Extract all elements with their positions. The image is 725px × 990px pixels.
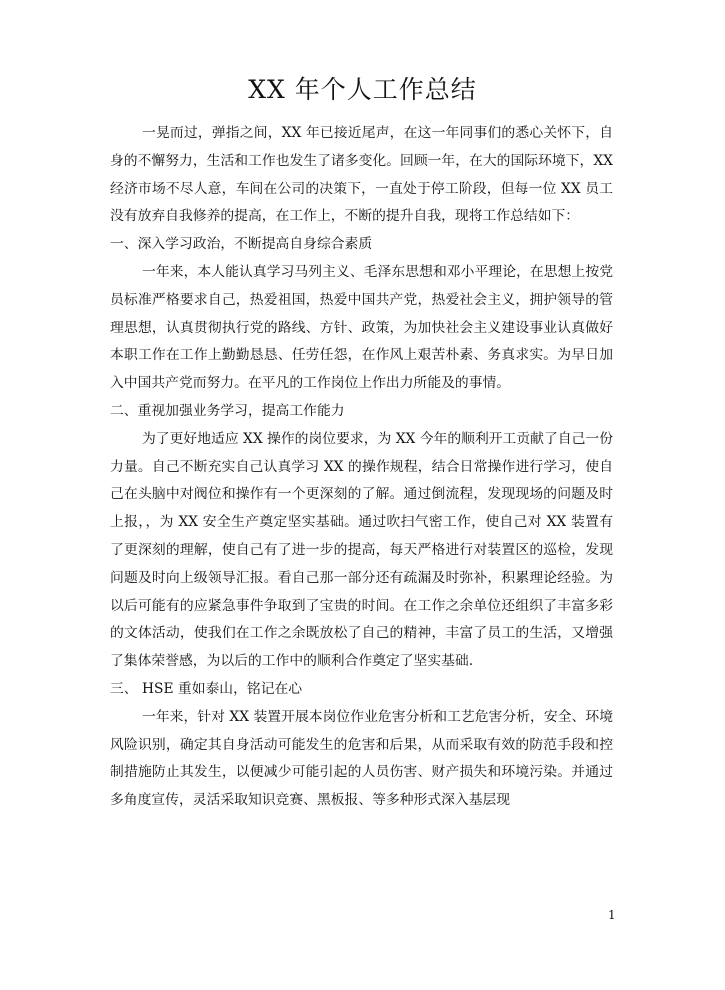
section-paragraph-3: 一年来，针对 XX 装置开展本岗位作业危害分析和工艺危害分析，安全、环境风险识别，确定其自身活动可能发生的危害和后果，从而采取有效的防范手段和控制措施防止其发生，以便减少可能引起的人员伤害、财产损失和环境污染。并通过多角度宣传，灵活采取知识竞赛、黑板报、等多种形式深入基层现 <box>110 708 613 809</box>
intro-paragraph: 一晃而过，弹指之间，XX 年已接近尾声，在这一年同事们的悉心关怀下，自身的不懈努力，生活和工作也发生了诸多变化。回顾一年，在大的国际环境下，XX 经济市场不尽人意，车间在公司的决策下，一直处于停工阶段，但每一位 XX 员工没有放弃自我修养的提高，在工作上，不断的提升自我，现将工作总结如下： <box>110 125 613 225</box>
section-paragraph-1: 一年来，本人能认真学习马列主义、毛泽东思想和邓小平理论，在思想上按党员标准严格要求自己，热爱祖国，热爱中国共产党，热爱社会主义，拥护领导的管理思想，认真贯彻执行党的路线、方针、政策，为加快社会主义建设事业认真做好本职工作在工作上勤勤恳恳、任劳任怨，在作风上艰苦朴素、务真求实。为早日加入中国共产党而努力。在平凡的工作岗位上作出力所能及的事情。 <box>110 263 613 392</box>
document-body <box>110 120 613 815</box>
document-title: XX 年个人工作总结 <box>248 75 477 104</box>
section-heading-3: 三、 HSE 重如泰山，铭记在心 <box>110 680 303 697</box>
section-heading-2: 二、重视加强业务学习，提高工作能力 <box>110 402 345 419</box>
page-number: 1 <box>608 908 616 922</box>
section-paragraph-2: 为了更好地适应 XX 操作的岗位要求，为 XX 今年的顺利开工贡献了自己一份力量。自己不断充实自己认真学习 XX 的操作规程，结合日常操作进行学习，使自己在头脑中对阀位和操作有一个更深刻的了解。通过倒流程，发现现场的问题及时上报，，为 XX 安全生产奠定坚实基础。通过吹扫气密工作，使自己对 XX 装置有了更深刻的理解，使自己有了进一步的提高，每天严格进行对装置区的巡检，发现问题及时向上级领导汇报。看自己那一部分还有疏漏及时弥补，积累理论经验。为以后可能有的应紧急事件争取到了宝贵的时间。在工作之余单位还组织了丰富多彩的文体活动，使我们在工作之余既放松了自己的精神，丰富了员工的生活，又增强了集体荣誉感，为以后的工作中的顺利合作奠定了坚实基础. <box>110 430 613 670</box>
section-heading-1: 一、深入学习政治，不断提高自身综合素质 <box>110 236 373 253</box>
